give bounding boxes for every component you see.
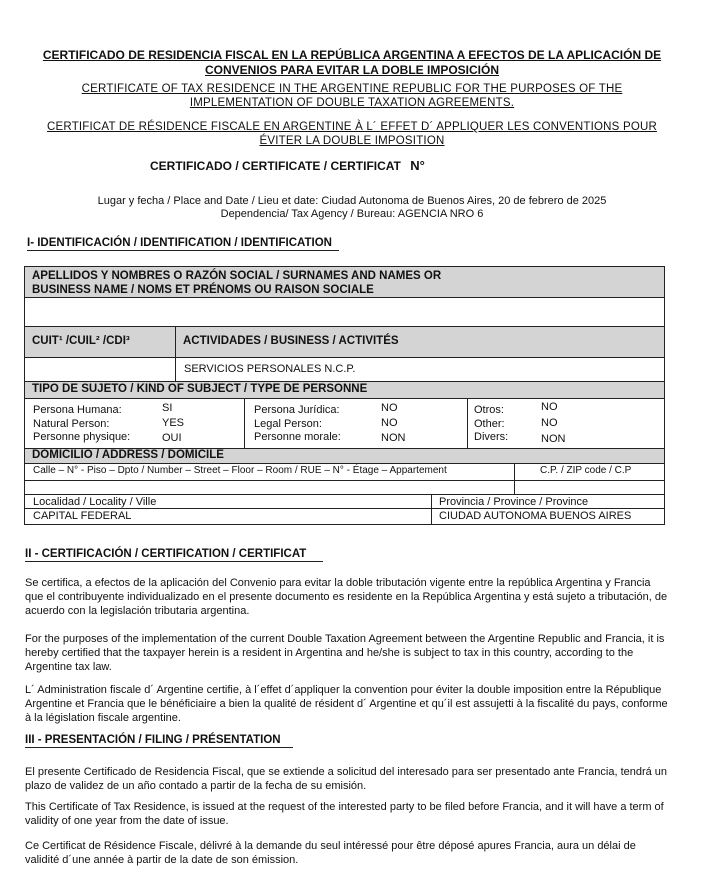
natural-value-en: YES [162,417,185,429]
cuit-value [25,358,176,381]
legal-value-en: NO [381,417,398,429]
locality-value: CAPITAL FEDERAL [25,509,432,525]
street-value-row [25,481,664,495]
filing-paragraph-fr: Ce Certificat de Résidence Fiscale, délivré à la demande du seul intéressé pour être déposé apures Francia, aura un délai de validité d´une année à partir de la date de son émission. [25,840,636,866]
cuit-header: CUIT¹ /CUIL² /CDI³ [25,327,176,357]
title-fr-line1: CERTIFICAT DE RÉSIDENCE FISCALE EN ARGENTINE À L´ EFFET D´ APPLIQUER LES CONVENTIONS POUR [47,121,657,133]
locality-header-row [25,495,664,509]
locality-value-row [25,509,664,525]
natural-label-en: Natural Person: [33,417,110,430]
legal-value-es: NO [381,402,398,414]
subject-legal-person [245,399,468,448]
street-value [25,481,515,494]
title-es [0,48,704,78]
province-value: CIUDAD AUTONOMA BUENOS AIRES [439,510,632,522]
natural-label-es: Persona Humana: [33,404,122,416]
title-en-line2: IMPLEMENTATION OF DOUBLE TAXATION AGREEMENTS. [189,97,515,109]
identification-table [24,266,665,525]
subject-other [468,399,664,448]
section-2-title: II - CERTIFICACIÓN / CERTIFICATION / CERTIFICAT [25,548,323,562]
locality-header: Localidad / Locality / Ville [25,495,432,508]
province-header: Provincia / Province / Province [439,496,589,508]
subject-header-row [25,382,664,399]
subject-natural-person [25,399,245,448]
subject-types-row [25,399,664,449]
legal-label-es: Persona Jurídica: [254,404,340,416]
title-es-line2: CONVENIOS PARA EVITAR LA DOBLE IMPOSICIÓN [204,63,500,77]
street-header: Calle – N° - Piso – Dpto / Number – Street – Floor – Room / RUE – N° - Étage – Appartement [25,464,515,480]
zip-value [515,481,664,494]
certificate-label: CERTIFICADO / CERTIFICATE / CERTIFICAT [150,159,401,173]
title-fr-line2: ÉVITER LA DOUBLE IMPOSITION [259,135,445,147]
legal-label-en: Legal Person: [254,417,322,430]
title-fr [0,120,704,148]
certification-paragraph-fr: L´ Administration fiscale d´ Argentine certifie, à l´effet d´appliquer la convention pour éviter la double imposition entre la République Argentine et Francia que le bénéficiaire a bien la qualité de résident d´ Argentine et qu´il est assujetti à la fiscalité du pays, conforme à la législation fiscale argentine. [25,684,668,724]
other-value-es: NO [541,401,558,413]
names-header-row [25,267,664,298]
natural-label-fr: Personne physique: [33,431,131,443]
filing-paragraph-en: This Certificate of Tax Residence, is issued at the request of the interested party to be filed before Francia, and it will have a term of validity of one year from the date of issue. [25,801,664,827]
natural-value-fr: OUI [162,432,182,444]
address-header-row [25,449,664,464]
filing-paragraph-es: El presente Certificado de Residencia Fiscal, que se extiende a solicitud del interesado para ser presentado ante Francia, tendrá un plazo de validez de un año contado a partir de la fecha de su emisión. [25,766,668,792]
place-date-line: Lugar y fecha / Place and Date / Lieu et date: Ciudad Autonoma de Buenos Aires, 20 de febrero de 2025 [97,195,607,207]
title-en-line1: CERTIFICATE OF TAX RESIDENCE IN THE ARGENTINE REPUBLIC FOR THE PURPOSES OF THE [81,83,623,95]
names-header [32,269,441,297]
other-label-es: Otros: [474,404,504,416]
subject-header: TIPO DE SUJETO / KIND OF SUBJECT / TYPE DE PERSONNE [32,383,368,395]
natural-value-es: SI [162,402,173,414]
names-value-row [25,298,664,327]
other-label-fr: Divers: [474,431,509,443]
names-header-line1: APELLIDOS Y NOMBRES O RAZÓN SOCIAL / SURNAMES AND NAMES OR [32,270,442,282]
legal-value-fr: NON [381,432,406,444]
activities-header: ACTIVIDADES / BUSINESS / ACTIVITÉS [183,335,399,347]
cuit-activities-header-row [25,327,664,358]
cuit-activities-value-row [25,358,664,382]
activity-value: SERVICIOS PERSONALES N.C.P. [184,363,356,375]
certification-paragraph-en: For the purposes of the implementation of the current Double Taxation Agreement between the Argentine Republic and Francia, it is hereby certified that the taxpayer herein is a resident in Argentina and he/she is subject to tax in this country, according to the Argentine tax law. [25,633,665,673]
certificate-number-line [150,158,425,173]
certification-paragraph-es: Se certifica, a efectos de la aplicación del Convenio para evitar la doble tributación vigente entre la república Argentina y Francia que el contribuyente individualizado en el presente documento es residente en la República Argentina y está sujeto a tributación, de acuerdo con la legislación tributaria argentina. [25,577,668,617]
other-label-en: Other: [474,417,505,430]
other-value-fr: NON [541,433,566,445]
section-1-title: I- IDENTIFICACIÓN / IDENTIFICATION / IDENTIFICATION [27,237,339,251]
title-es-line1: CERTIFICADO DE RESIDENCIA FISCAL EN LA REPÚBLICA ARGENTINA A EFECTOS DE LA APLICACIÓN DE [42,48,662,62]
title-en [0,82,704,110]
other-value-en: NO [541,417,558,429]
names-header-line2: BUSINESS NAME / NOMS ET PRÉNOMS OU RAISON SOCIALE [32,284,374,296]
certificate-number-label: N° [410,158,425,173]
street-header-row [25,464,664,481]
zip-header: C.P. / ZIP code / C.P [540,465,632,476]
tax-agency-line: Dependencia/ Tax Agency / Bureau: AGENCIA NRO 6 [220,208,484,220]
place-and-date [0,195,704,221]
address-header: DOMICILIO / ADDRESS / DOMICILE [32,449,224,461]
legal-label-fr: Personne morale: [254,431,341,443]
section-3-title: III - PRESENTACIÓN / FILING / PRÉSENTATION [25,734,293,748]
